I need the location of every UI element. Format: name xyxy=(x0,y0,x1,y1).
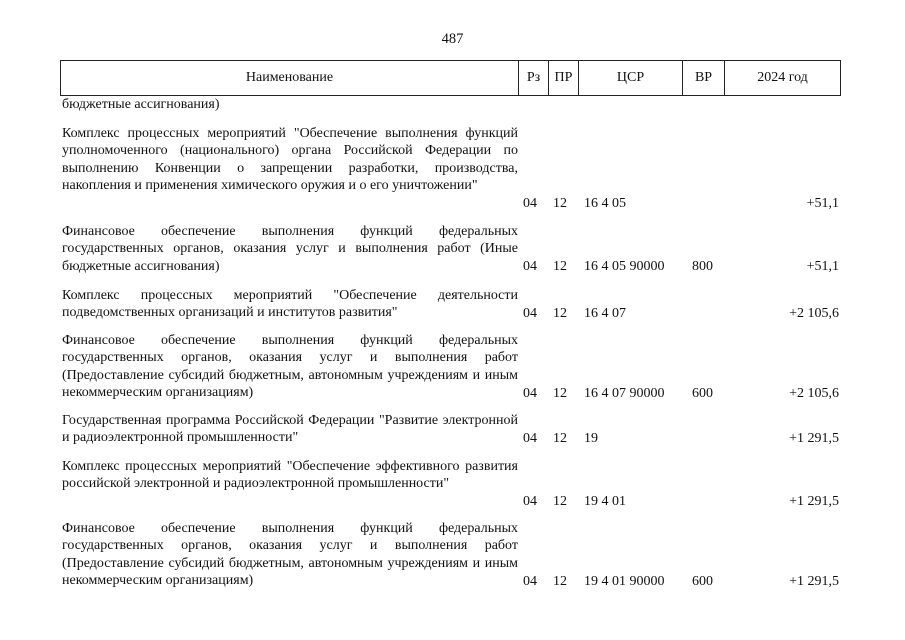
row-csr: 19 xyxy=(584,430,598,446)
row-pr: 12 xyxy=(553,430,567,446)
table-row xyxy=(0,96,905,114)
row-name: Финансовое обеспечение выполнения функций федеральных государственных органов, оказания услуг и выполнения работ (Предоставление субсидий бюджетным, автономным учреждениям и иным некоммерческим организациям) xyxy=(62,333,518,401)
row-amount: +51,1 xyxy=(806,195,839,211)
row-rz: 04 xyxy=(523,258,537,274)
row-name: Государственная программа Российской Федерации "Развитие электронной и радиоэлектронной промышленности" xyxy=(62,413,518,446)
row-csr: 19 4 01 xyxy=(584,493,626,509)
table-row xyxy=(0,332,905,402)
row-pr: 12 xyxy=(553,573,567,589)
header-year: 2024 год xyxy=(757,70,808,85)
row-rz: 04 xyxy=(523,573,537,589)
row-rz: 04 xyxy=(523,195,537,211)
table-row xyxy=(0,520,905,590)
row-pr: 12 xyxy=(553,385,567,401)
row-pr: 12 xyxy=(553,195,567,211)
row-csr: 19 4 01 90000 xyxy=(584,573,665,589)
row-name: Комплекс процессных мероприятий "Обеспечение выполнения функций уполномоченного (национального) органа Российской Федерации по выполнению Конвенции о запрещении разработки, производства, накопления и применения химического оружия и о его уничтожении" xyxy=(62,126,518,194)
header-rz: Рз xyxy=(519,61,549,95)
row-rz: 04 xyxy=(523,493,537,509)
row-rz: 04 xyxy=(523,305,537,321)
table-row xyxy=(0,458,905,510)
row-amount: +1 291,5 xyxy=(789,573,839,589)
row-amount: +1 291,5 xyxy=(789,430,839,446)
row-vr: 600 xyxy=(692,573,713,589)
row-vr: 800 xyxy=(692,258,713,274)
row-name: Комплекс процессных мероприятий "Обеспечение деятельности подведомственных организаций и институтов развития" xyxy=(62,288,518,321)
header-csr: ЦСР xyxy=(579,61,683,95)
header-pr: ПР xyxy=(549,61,579,95)
row-pr: 12 xyxy=(553,305,567,321)
row-pr: 12 xyxy=(553,493,567,509)
row-csr: 16 4 05 xyxy=(584,195,626,211)
row-amount: +51,1 xyxy=(806,258,839,274)
row-csr: 16 4 05 90000 xyxy=(584,258,665,274)
row-csr: 16 4 07 90000 xyxy=(584,385,665,401)
row-pr: 12 xyxy=(553,258,567,274)
row-vr: 600 xyxy=(692,385,713,401)
page-number: 487 xyxy=(441,31,464,47)
row-amount: +1 291,5 xyxy=(789,493,839,509)
row-csr: 16 4 07 xyxy=(584,305,626,321)
row-name: Финансовое обеспечение выполнения функций федеральных государственных органов, оказания услуг и выполнения работ (Предоставление субсидий бюджетным, автономным учреждениям и иным некоммерческим организациям) xyxy=(62,521,518,589)
table-row xyxy=(0,125,905,212)
table-header xyxy=(60,60,841,96)
row-rz: 04 xyxy=(523,430,537,446)
row-amount: +2 105,6 xyxy=(789,305,839,321)
row-name: Финансовое обеспечение выполнения функций федеральных государственных органов, оказания услуг и выполнения работ (Иные бюджетные ассигнования) xyxy=(62,224,518,274)
row-name: бюджетные ассигнования) xyxy=(62,97,220,112)
row-name: Комплекс процессных мероприятий "Обеспечение эффективного развития российской электронной и радиоэлектронной промышленности" xyxy=(62,459,518,492)
row-rz: 04 xyxy=(523,385,537,401)
header-name: Наименование xyxy=(61,61,519,95)
header-vr: ВР xyxy=(683,61,725,95)
table-row xyxy=(0,287,905,322)
row-amount: +2 105,6 xyxy=(789,385,839,401)
table-row xyxy=(0,223,905,275)
table-row xyxy=(0,412,905,447)
